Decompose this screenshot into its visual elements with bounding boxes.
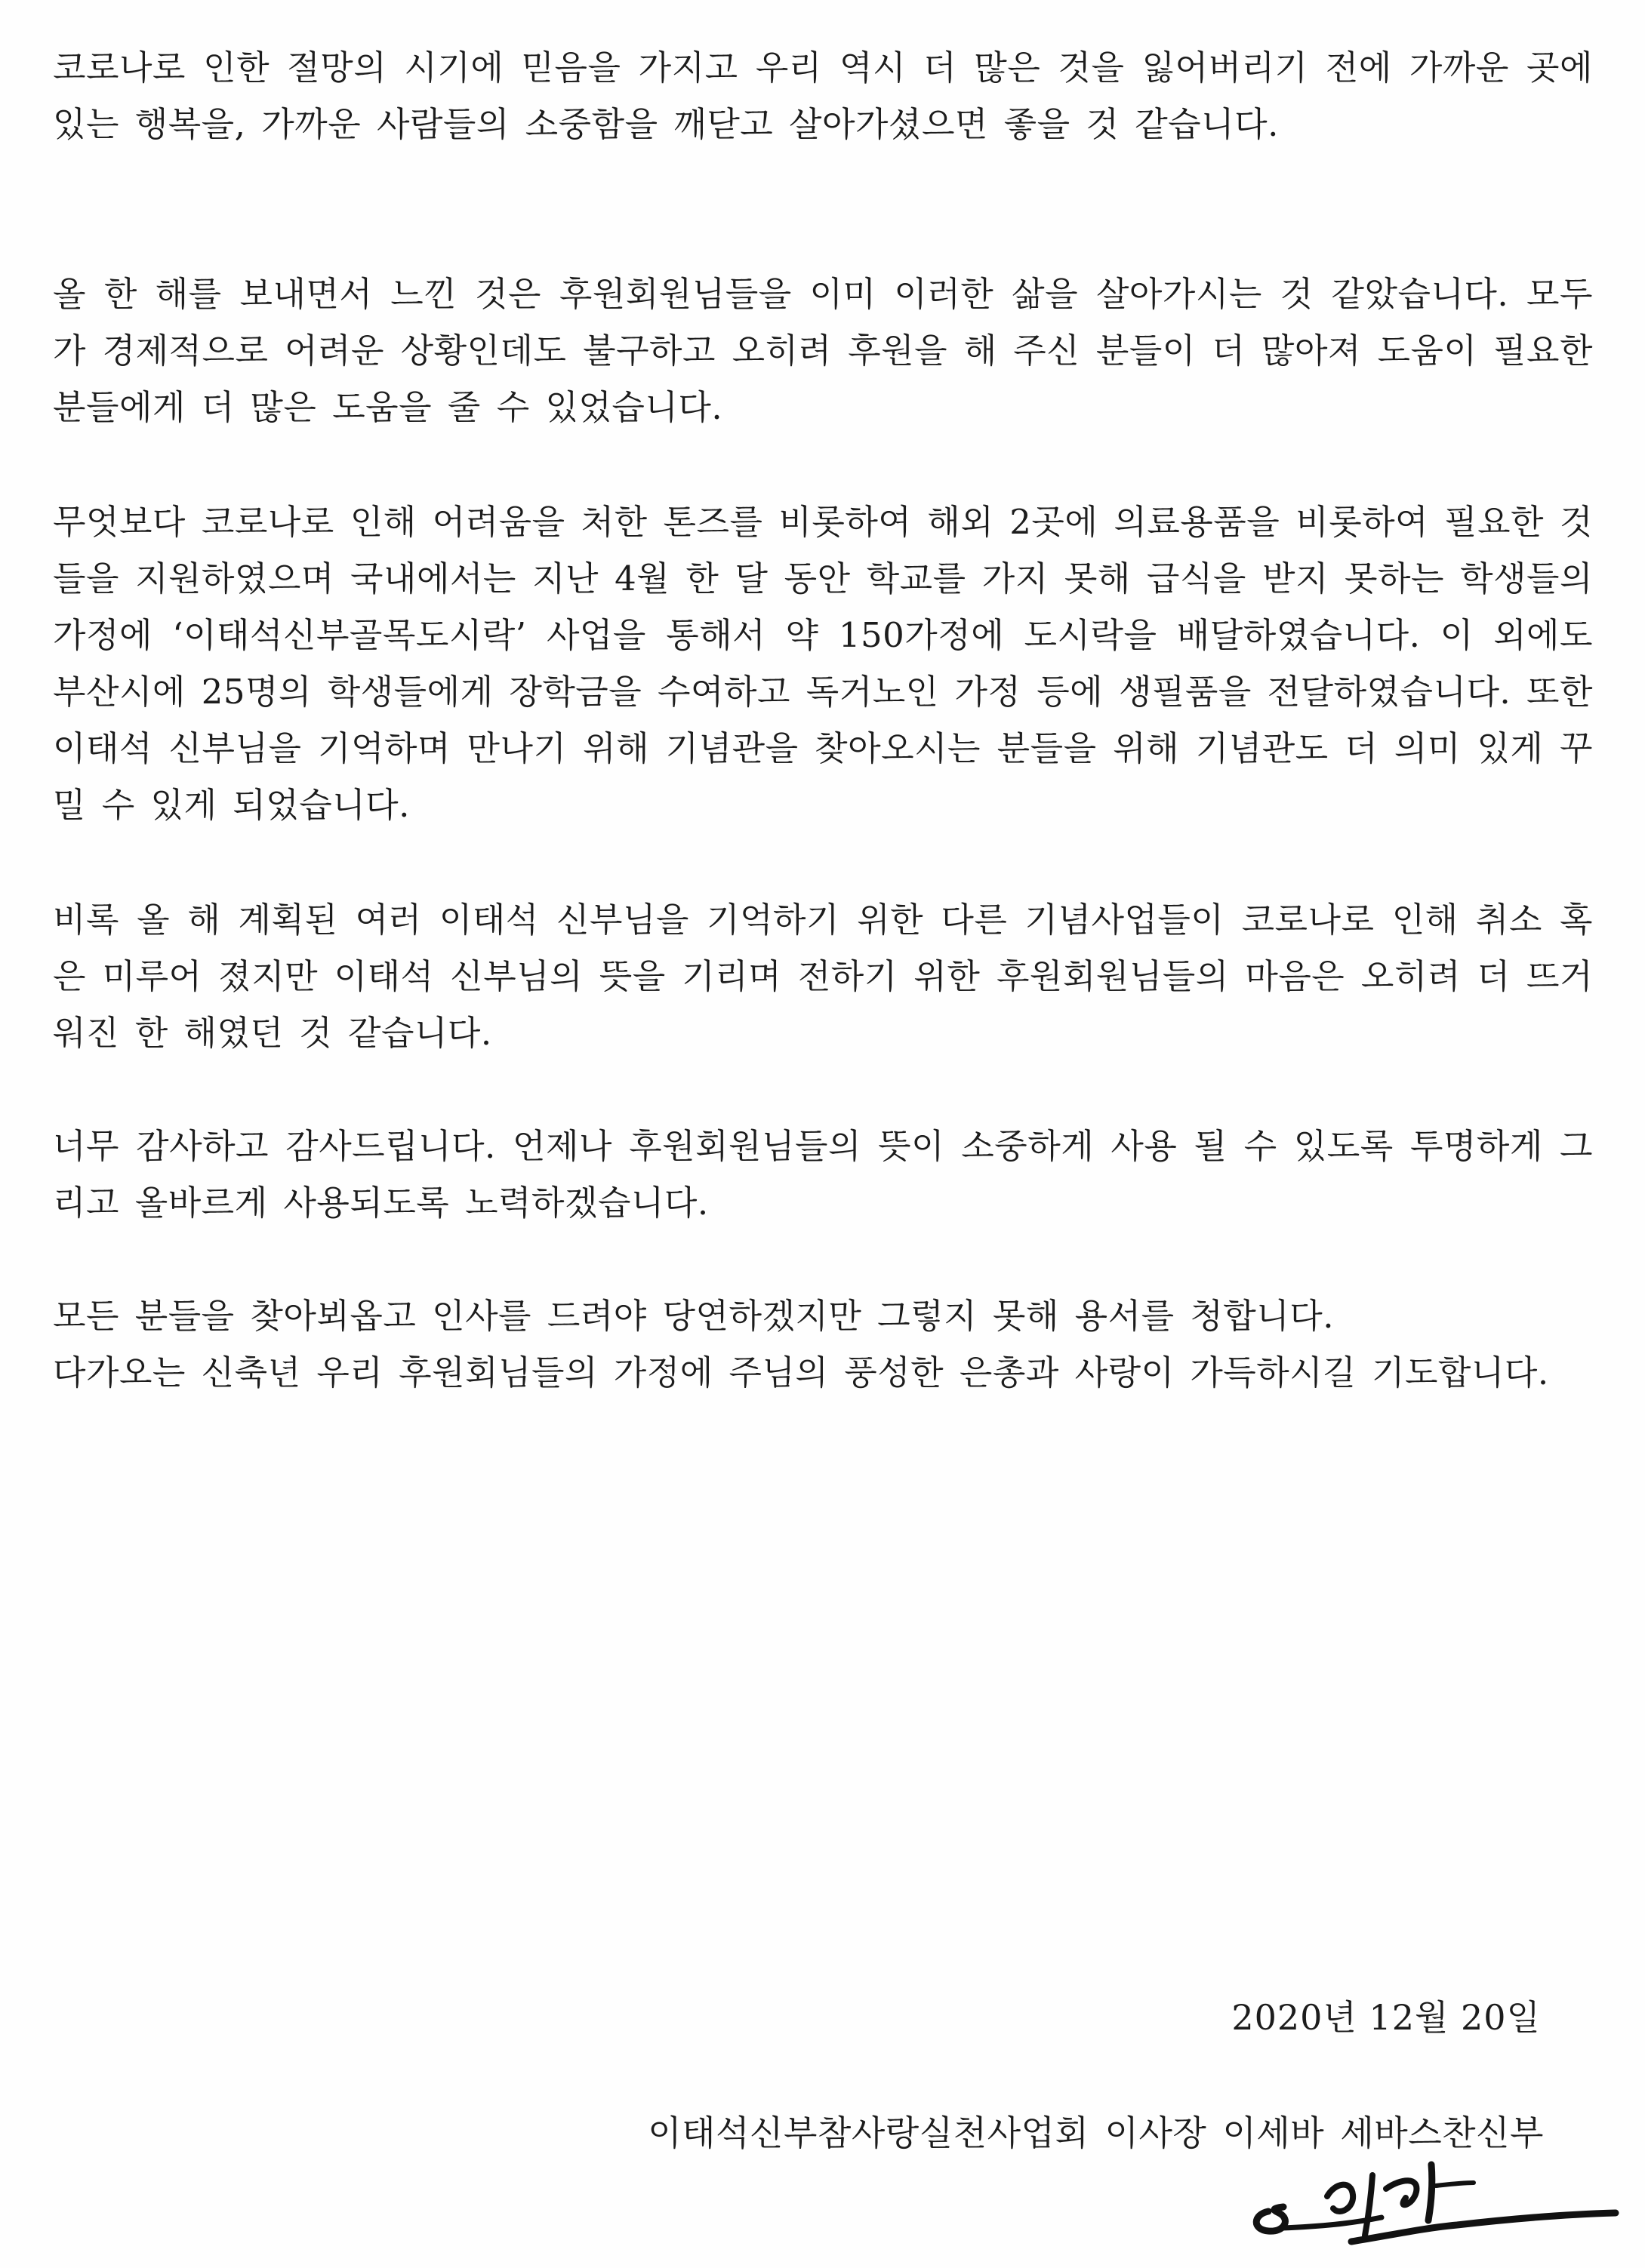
paragraph-3: 무엇보다 코로나로 인해 어려움을 처한 톤즈를 비롯하여 해외 2곳에 의료용품을 비롯하여 필요한 것들을 지원하였으며 국내에서는 지난 4월 한 달 동안 학교를 가지 못해 급식을 받지 못하는 학생들의 가정에 ‘이태석신부골목도시락’ 사업을 통해서 약 150가정에 도시락을 배달하였습니다. 이 외에도 부산시에 25명의 학생들에게 장학금을 수여하고 독거노인 가정 등에 생필품을 전달하였습니다. 또한 이태석 신부님을 기억하며 만나기 위해 기념관을 찾아오시는 분들을 위해 기념관도 더 의미 있게 꾸밀 수 있게 되었습니다. [53, 502, 1593, 825]
signature-stroke-8 [1436, 2183, 1474, 2186]
signature-stroke-3 [1327, 2185, 1353, 2211]
handwritten-signature [1238, 2130, 1631, 2258]
letter-date: 2020년 12월 20일 [1231, 1997, 1541, 2038]
signature-stroke-5 [1386, 2180, 1416, 2205]
signature-stroke-7 [1351, 2213, 1616, 2242]
letter-body [53, 39, 1593, 1401]
signature-stroke-4 [1365, 2175, 1372, 2236]
paragraph-4: 비록 올 해 계획된 여러 이태석 신부님을 기억하기 위한 다른 기념사업들이 코로나로 인해 취소 혹은 미루어 졌지만 이태석 신부님의 뜻을 기리며 전하기 위한 후원회원님들의 마음은 오히려 더 뜨거워진 한 해였던 것 같습니다. [53, 900, 1593, 1053]
paragraph-2: 올 한 해를 보내면서 느낀 것은 후원회원님들을 이미 이러한 삶을 살아가시는 것 같았습니다. 모두가 경제적으로 어려운 상황인데도 불구하고 오히려 후원을 해 주신 분들이 더 많아져 도움이 필요한 분들에게 더 많은 도움을 줄 수 있었습니다. [53, 274, 1593, 427]
closing-apology: 모든 분들을 찾아뵈옵고 인사를 드려야 당연하겠지만 그렇지 못해 용서를 청합니다. [53, 1296, 1335, 1336]
paragraph-6 [53, 1288, 1593, 1401]
paragraph-1: 코로나로 인한 절망의 시기에 믿음을 가지고 우리 역시 더 많은 것을 잃어버리기 전에 가까운 곳에 있는 행복을, 가까운 사람들의 소중함을 깨닫고 살아가셨으면 좋을 것 같습니다. [53, 48, 1593, 144]
paragraph-5: 너무 감사하고 감사드립니다. 언제나 후원회원님들의 뜻이 소중하게 사용 될 수 있도록 투명하게 그리고 올바르게 사용되도록 노력하겠습니다. [53, 1126, 1593, 1223]
signature-stroke-6 [1428, 2165, 1432, 2220]
closing-blessing: 다가오는 신축년 우리 후원회님들의 가정에 주님의 풍성한 은총과 사랑이 가득하시길 기도합니다. [53, 1352, 1549, 1392]
signer-name: 이태석신부참사랑실천사업회 이사장 이세바 세바스찬신부 [648, 2113, 1544, 2153]
